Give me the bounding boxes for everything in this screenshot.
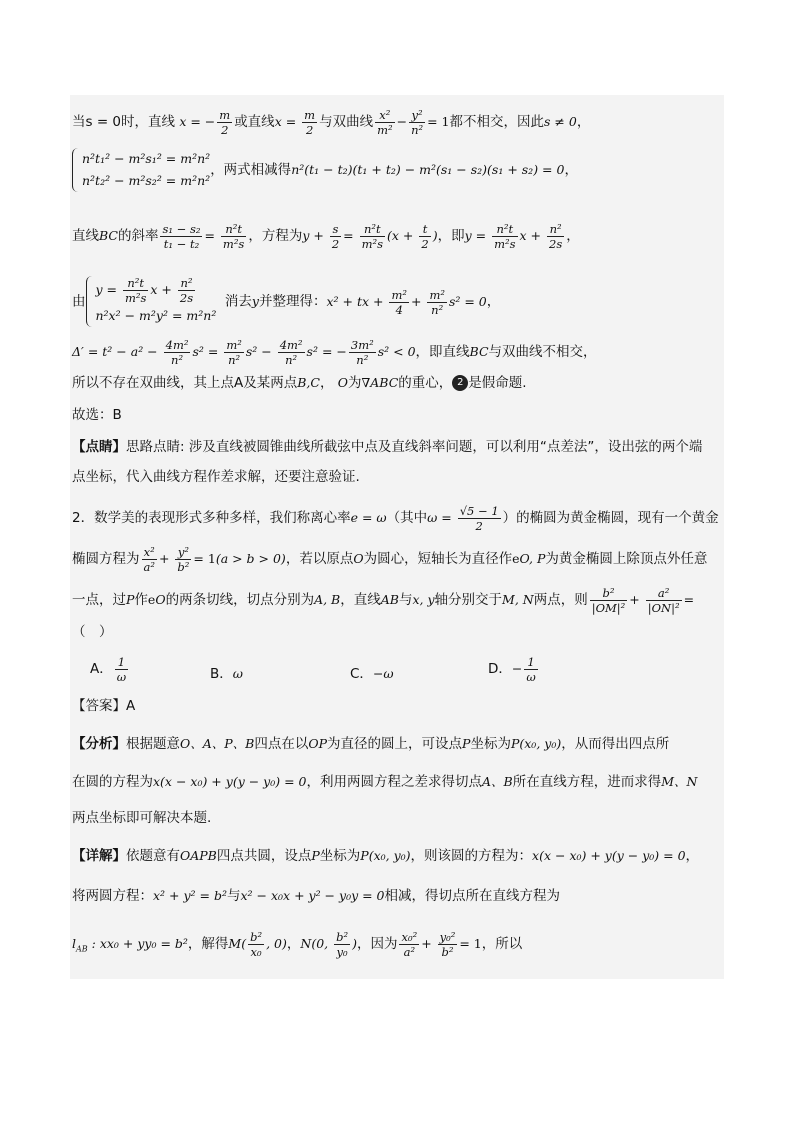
text: 直线 — [72, 228, 99, 244]
analysis-line: 在圆的方程为x(x − x₀) + y(y − y₀) = 0，利用两圆方程之差求得切点A、B所在直线方程，进而求得M、N — [72, 774, 698, 790]
equation-system: n²t₁² − m²s₁² = m²n² n²t₂² − m²s₂² = m²n² ，两式相减得n²(t₁ − t₂)(t₁ + t₂) − m²(s₁ − s₂)(s₁ + s₂) = 0， — [72, 148, 720, 192]
text: ，即直线 — [415, 344, 470, 360]
text: ，解得 — [187, 936, 229, 952]
text: 与双曲线不相交， — [488, 344, 597, 360]
option-b[interactable]: B．ω — [210, 666, 243, 682]
option-label: C． — [350, 666, 373, 682]
text: 相减，得切点所在直线方程为 — [384, 888, 561, 904]
text: 的两条切线，切点分别为 — [165, 592, 315, 608]
section-label: 【点睛】 — [72, 439, 126, 455]
text: 为直径的圆上，可设点 — [327, 736, 463, 752]
text: 坐标为 — [470, 736, 511, 752]
question-line: 2．数学美的表现形式多种多样，我们称离心率e = ω（其中ω = $\frac{√5 - 1}{2}$ ）的椭圆为黄金椭圆，现有一个黄金 — [72, 504, 719, 533]
option-c[interactable]: C．−ω — [350, 666, 394, 682]
text: 与 — [227, 888, 241, 904]
answer-choice: 故选：B — [72, 407, 122, 423]
text-line: 直线BC的斜率 $\frac{\text{s₁ − s₂}}{\text{t₁ − t₂}}$ = $\frac{\text{n²t}}{\text{m²s}}$ ，方程为y + $\frac{s}{2}$ = $\frac{\text{n²t}}{\text{m²s}}$ (x + $\frac{t}{2}$ )，即y = $\frac{\text{n²t}}{\text{m²s}}$ x + $\frac{\text{n²}}{2s}$ ， — [72, 222, 580, 251]
text: 与双曲线 — [319, 114, 374, 130]
text: 所以不存在双曲线，其上点A及某两点 — [72, 375, 298, 391]
text: 并整理得： — [258, 293, 327, 310]
text-line: 所以不存在双曲线，其上点A及某两点B,C， O为∇ABC的重心， 2 是假命题. — [72, 375, 527, 391]
question-line: 一点，过P作eO的两条切线，切点分别为A, B，直线AB与x, y轴分别交于M, N两点，则 $\frac{\text{b²}}{\text{|OM|²}}$ + $\frac{\text{a²}}{\text{|ON|²}}$ = — [72, 586, 695, 615]
text: 由 — [72, 293, 86, 310]
text: 将两圆方程： — [72, 888, 153, 904]
section-label: 【分析】 — [72, 736, 126, 752]
text: 一点，过 — [72, 592, 126, 608]
text: ，即 — [437, 228, 465, 244]
text: 思路点睛: 涉及直线被圆锥曲线所截弦中点及直线斜率问题，可以利用“点差法”，设出弦的两个端 — [126, 439, 703, 455]
text: 椭圆方程为 — [72, 551, 140, 567]
analysis-line: 【分析】根据题意O、A、P、B四点在以OP为直径的圆上，可设点P坐标为P(x₀, y₀)，从而得出四点所 — [72, 736, 670, 752]
text: 所在直线方程，进而求得 — [512, 774, 662, 790]
text: ， — [286, 936, 301, 952]
text: 当s = 0时，直线 — [72, 114, 176, 130]
text: 依题意有 — [126, 848, 180, 864]
text: 在圆的方程为 — [72, 774, 153, 790]
text: 为圆心，短轴长为直径作 — [363, 551, 513, 567]
text: 四点在以 — [254, 736, 309, 752]
text: 与 — [398, 592, 413, 608]
circled-number-icon: 2 — [452, 375, 468, 391]
text-line: 当s = 0时，直线 x = − $\frac{m}{2}$ 或直线x = $\frac{m}{2}$ 与双曲线 $\frac{\text{x²}}{\text{m²}}$ − $\frac{\text{y²}}{\text{n²}}$ = 1都不相交，因此s ≠ 0， — [72, 108, 591, 137]
text-line: 点坐标，代入曲线方程作差求解，还要注意验证. — [72, 469, 360, 485]
text: 为黄金椭圆上除顶点外任意 — [545, 551, 708, 567]
option-label: D． — [488, 661, 512, 677]
text: 或直线 — [234, 114, 275, 130]
text: ，利用两圆方程之差求得切点 — [306, 774, 482, 790]
text: ，因为 — [356, 936, 398, 952]
text: 坐标为 — [319, 848, 361, 864]
text: 都不相交，因此 — [449, 114, 545, 130]
question-blank: （ ） — [72, 624, 113, 640]
text: ，两式相减得 — [210, 162, 292, 178]
text: 为 — [348, 375, 362, 391]
text: 的斜率 — [117, 228, 159, 244]
text: ，所以 — [481, 936, 523, 952]
text: ，若以原点 — [285, 551, 354, 567]
answer-line: 【答案】A — [72, 698, 136, 714]
text: ）的椭圆为黄金椭圆，现有一个黄金 — [502, 510, 719, 526]
text: 四点共圆，设点 — [216, 848, 312, 864]
text: 的重心， — [398, 375, 453, 391]
text: ，方程为 — [248, 228, 303, 244]
option-d[interactable]: D．− $\frac{1}{\omega}$ — [488, 655, 536, 684]
text: 作 — [134, 592, 148, 608]
text: ， — [319, 375, 334, 391]
text: 轴分别交于 — [434, 592, 503, 608]
option-label: B． — [210, 666, 233, 682]
text: 两点，则 — [533, 592, 588, 608]
detail-line: $l_{AB}$ : xx₀ + yy₀ = b²，解得M( $\frac{\text{b²}}{\text{x₀}}$ , 0)，N(0, $\frac{\text{b²}}{\text{y₀}}$ )，因为 $\frac{\text{x₀²}}{\text{a²}}$ + $\frac{\text{y₀²}}{\text{b²}}$ = 1，所以 — [72, 930, 523, 959]
text: （其中 — [386, 510, 428, 526]
text-line: 由 y = $\frac{\text{n²t}}{\text{m²s}}$ x + $\frac{\text{n²}}{2s}$ n²x² − m²y² = m²n² 消去y并整理得：x² + tx + $\frac{\text{m²}}{4}$ + $\frac{\text{m²}}{\text{n²}}$ s² = 0， — [72, 276, 720, 327]
text: 是假命题. — [468, 375, 527, 391]
text: 根据题意 — [126, 736, 180, 752]
question-line: 椭圆方程为 $\frac{\text{x²}}{\text{a²}}$ + $\frac{\text{y²}}{\text{b²}}$ = 1(a > b > 0)，若以原点O为圆心，短轴长为直径作eO, P为黄金椭圆上除顶点外任意 — [72, 545, 708, 574]
text: ，直线 — [340, 592, 381, 608]
option-a[interactable]: A． $\frac{1}{\omega}$ — [90, 655, 127, 684]
text: 消去 — [224, 293, 252, 310]
detail-line: 【详解】依题意有OAPB四点共圆，设点P坐标为P(x₀, y₀)，则该圆的方程为：x(x − x₀) + y(y − y₀) = 0， — [72, 848, 700, 864]
text-line — [72, 437, 720, 457]
analysis-line: 两点坐标即可解决本题. — [72, 810, 212, 826]
text: ，则该圆的方程为： — [410, 848, 533, 864]
text: ，从而得出四点所 — [561, 736, 670, 752]
section-label: 【详解】 — [72, 848, 126, 864]
text-line: Δ′ = t² − a² − $\frac{\text{4m²}}{\text{n²}}$ s² = $\frac{\text{m²}}{\text{n²}}$ s² − $\frac{\text{4m²}}{\text{n²}}$ s² = − $\frac{\text{3m²}}{\text{n²}}$ s² < 0，即直线BC与双曲线不相交， — [72, 338, 597, 367]
option-label: A． — [90, 661, 113, 677]
detail-line: 将两圆方程：x² + y² = b²与x² − x₀x + y² − y₀y = 0相减，得切点所在直线方程为 — [72, 888, 561, 904]
text: 2．数学美的表现形式多种多样，我们称离心率 — [72, 510, 351, 526]
